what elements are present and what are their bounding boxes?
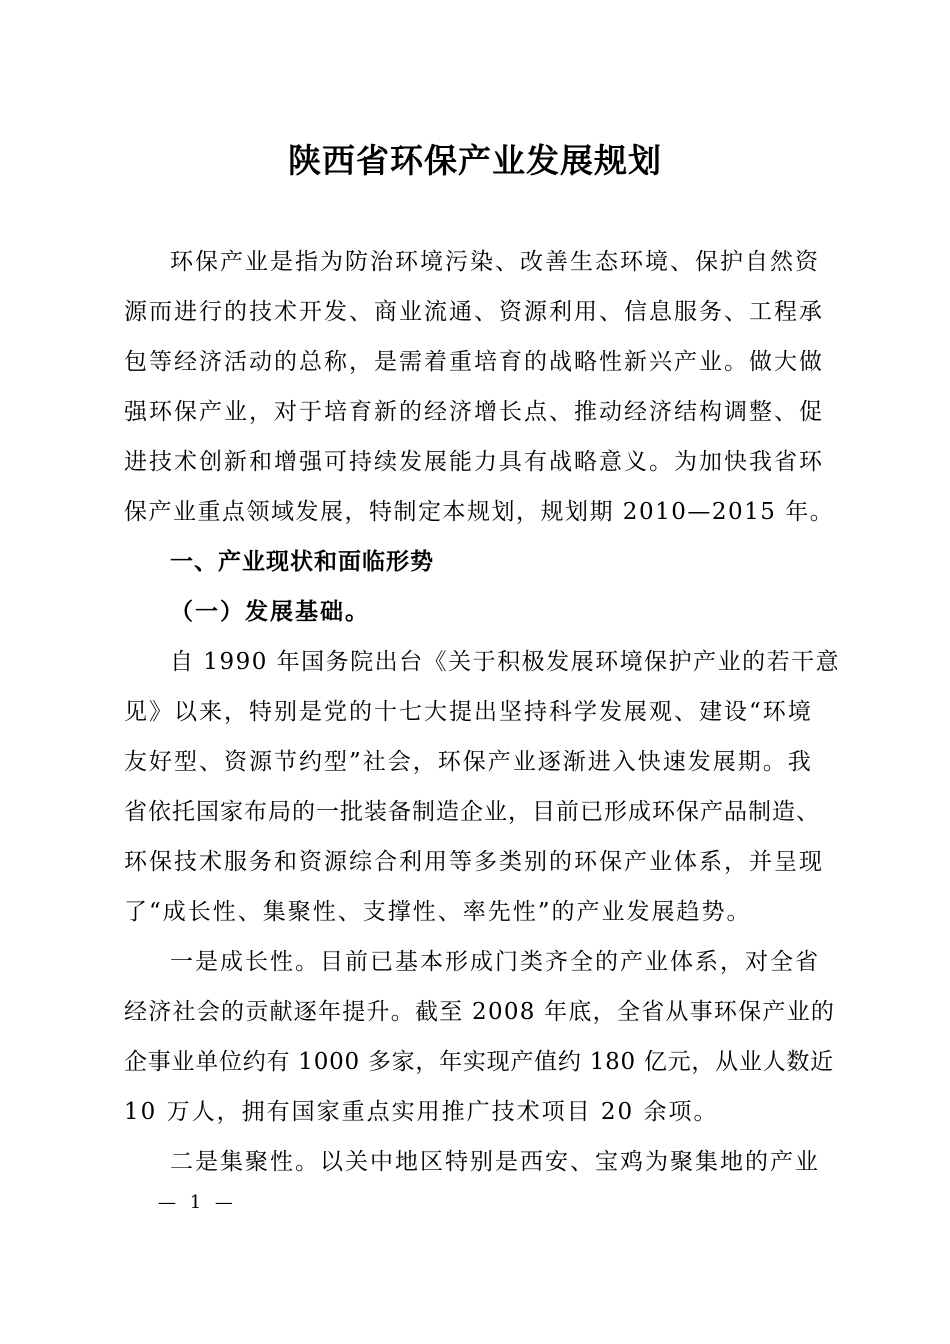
paragraph-line: 二是集聚性。以关中地区特别是西安、宝鸡为聚集地的产业 <box>170 1149 820 1175</box>
paragraph-line: 环保技术服务和资源综合利用等多类别的环保产业体系，并呈现 <box>124 849 824 875</box>
growth-paragraph <box>124 937 840 1137</box>
paragraph-line: 环保产业是指为防治环境污染、改善生态环境、保护自然资 <box>170 249 820 275</box>
paragraph-line: 友好型、资源节约型”社会，环保产业逐渐进入快速发展期。我 <box>124 749 813 775</box>
subsection-heading <box>124 587 840 637</box>
document-title: 陕西省环保产业发展规划 <box>288 141 662 180</box>
paragraph-line: 了“成长性、集聚性、支撑性、率先性”的产业发展趋势。 <box>124 899 752 925</box>
intro-paragraph <box>124 237 840 537</box>
paragraph-line: 进技术创新和增强可持续发展能力具有战略意义。为加快我省环 <box>124 449 824 475</box>
section-heading <box>124 537 840 587</box>
subsection-heading-text: （一）发展基础。 <box>170 598 370 625</box>
paragraph-line: 自 1990 年国务院出台《关于积极发展环境保护产业的若干意 <box>170 649 841 675</box>
paragraph-line: 省依托国家布局的一批装备制造企业，目前已形成环保产品制造、 <box>124 799 820 825</box>
paragraph-line: 一是成长性。目前已基本形成门类齐全的产业体系，对全省 <box>170 949 820 975</box>
paragraph-line: 企事业单位约有 1000 多家，年实现产值约 180 亿元，从业人数近 <box>124 1049 834 1075</box>
section-heading-text: 一、产业现状和面临形势 <box>170 549 434 575</box>
paragraph-line: 强环保产业，对于培育新的经济增长点、推动经济结构调整、促 <box>124 399 824 425</box>
paragraph-line: 包等经济活动的总称，是需着重培育的战略性新兴产业。做大做 <box>124 349 824 375</box>
paragraph-line: 源而进行的技术开发、商业流通、资源利用、信息服务、工程承 <box>124 299 824 325</box>
paragraph-line: 保产业重点领域发展，特制定本规划，规划期 2010—2015 年。 <box>124 499 835 525</box>
paragraph-line: 10 万人，拥有国家重点实用推广技术项目 20 余项。 <box>124 1099 719 1125</box>
paragraph-line: 经济社会的贡献逐年提升。截至 2008 年底，全省从事环保产业的 <box>124 999 836 1025</box>
page-number: — 1 — <box>158 1192 237 1213</box>
clustering-paragraph <box>124 1137 840 1187</box>
paragraph-line: 见》以来，特别是党的十七大提出坚持科学发展观、建设“环境 <box>124 699 813 725</box>
basis-paragraph <box>124 637 840 937</box>
